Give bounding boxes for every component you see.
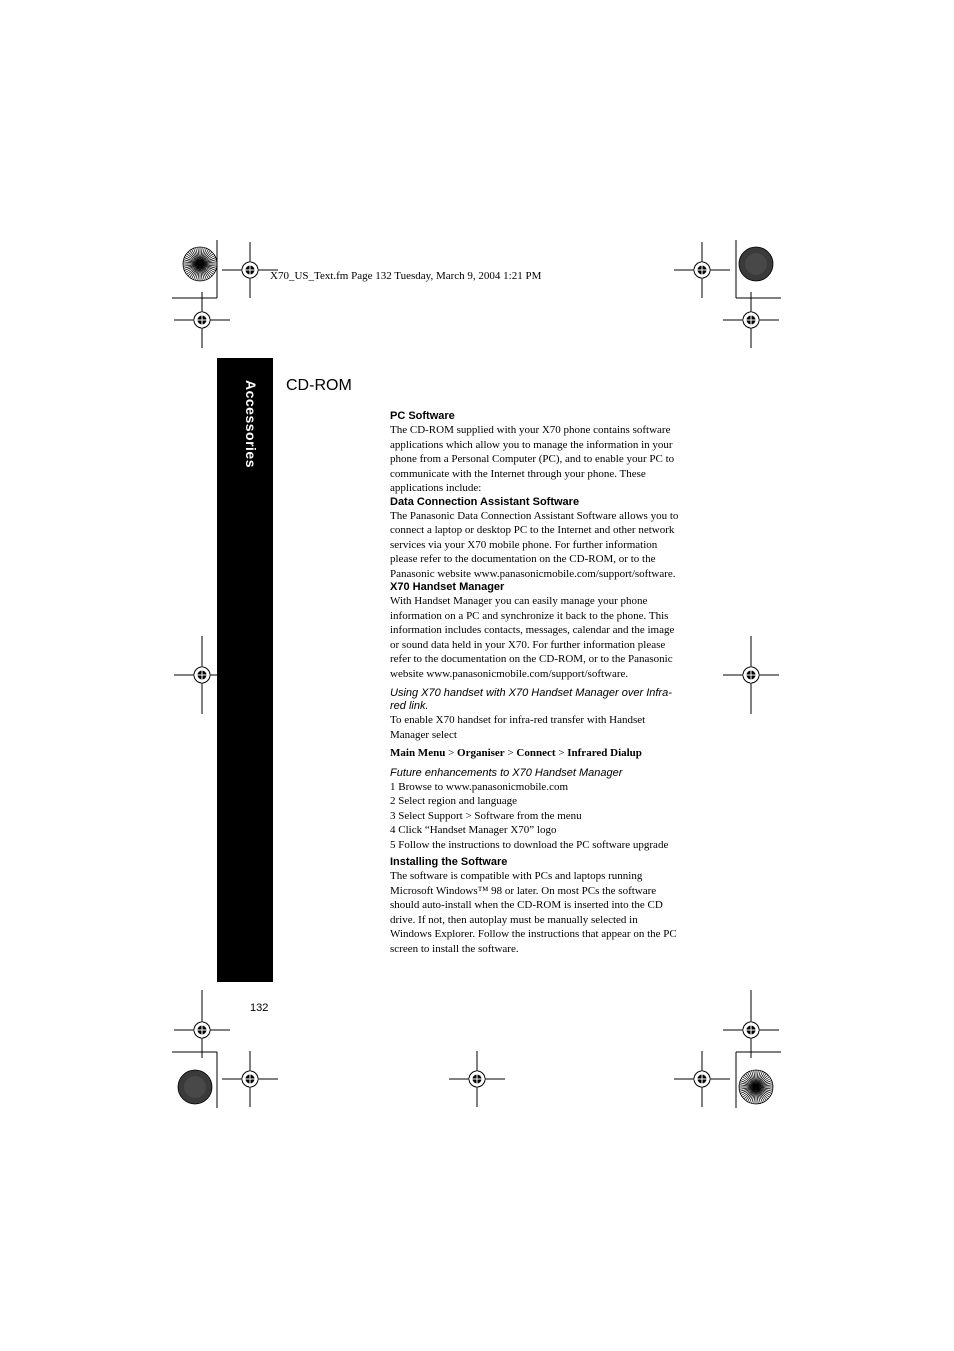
data-connection-heading: Data Connection Assistant Software xyxy=(390,495,580,508)
file-header-line: X70_US_Text.fm Page 132 Tuesday, March 9, 2004 1:21 PM xyxy=(270,270,542,282)
menu-path-separator: > xyxy=(555,747,568,759)
list-item: 3 Select Support > Software from the menu xyxy=(390,809,582,822)
menu-path-main-menu: Main Menu xyxy=(390,747,446,759)
future-subheading: Future enhancements to X70 Handset Manager xyxy=(390,766,623,779)
main-content xyxy=(390,410,680,956)
page-number: 132 xyxy=(250,1002,269,1014)
menu-path-organiser: Organiser xyxy=(457,747,505,759)
list-item: 4 Click “Handset Manager X70” logo xyxy=(390,824,557,836)
data-connection-body: The Panasonic Data Connection Assistant Software allows you to connect a laptop or desktop PC to the Internet and other network services via your X70 mobile phone. For further information please refer to the documentation on the CD-ROM, or to the Panasonic website www.panasonicmobile.com/support/software. xyxy=(390,509,679,580)
menu-path xyxy=(390,746,680,761)
menu-path-separator: > xyxy=(504,747,517,759)
installing-heading: Installing the Software xyxy=(390,856,508,868)
menu-path-separator: > xyxy=(445,747,458,759)
list-item: 2 Select region and language xyxy=(390,795,518,807)
page-title: CD-ROM xyxy=(286,377,352,394)
list-item: 1 Browse to www.panasonicmobile.com xyxy=(390,780,569,793)
sidebar-section-label: Accessories xyxy=(243,380,259,469)
handset-manager-body: With Handset Manager you can easily manage your phone information on a PC and synchronize it back to the phone. This information includes contacts, messages, calendar and the image or sound data held in your X70. For further information please refer to the documentation on the CD-ROM, or to the Panasonic website www.panasonicmobile.com/support/software. xyxy=(390,595,675,680)
pc-software-body: The CD-ROM supplied with your X70 phone contains software applications which allow you to manage the information in your phone from a Personal Computer (PC), and to enable your PC to communicate with the Internet through your phone. These applications include: xyxy=(390,424,675,494)
infrared-body: To enable X70 handset for infra-red transfer with Handset Manager select xyxy=(390,714,646,741)
handset-manager-heading: X70 Handset Manager xyxy=(390,581,505,593)
installing-body: The software is compatible with PCs and laptops running Microsoft Windows™ 98 or later. On most PCs the software should auto-install when the CD-ROM is inserted into the CD drive. If not, then autoplay must be manually selected in Windows Explorer. Follow the instructions that appear on the PC screen to install the software. xyxy=(390,870,677,955)
infrared-subheading: Using X70 handset with X70 Handset Manager over Infra-red link. xyxy=(390,687,672,712)
menu-path-connect: Connect xyxy=(516,747,556,759)
future-steps-list xyxy=(390,780,680,853)
menu-path-infrared-dialup: Infrared Dialup xyxy=(567,747,642,759)
pc-software-heading: PC Software xyxy=(390,410,455,422)
list-item: 5 Follow the instructions to download the PC software upgrade xyxy=(390,838,669,851)
